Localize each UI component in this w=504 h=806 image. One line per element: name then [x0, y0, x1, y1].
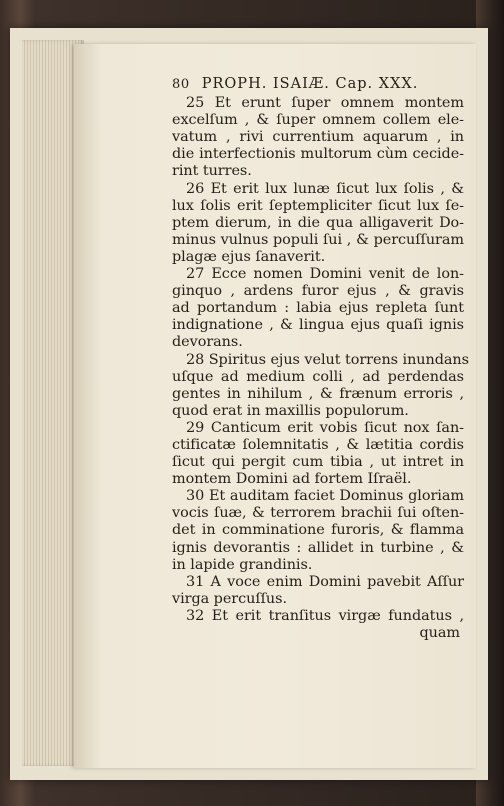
text-line: rint turres. [172, 163, 252, 180]
text-line: gentes in nihilum , & frænum erroris , [172, 385, 464, 402]
verse-start-line: 25 Et erunt ſuper omnem montem [186, 95, 464, 112]
text-line: in lapide grandinis. [172, 556, 313, 573]
text-line: quod erat in maxillis populorum. [172, 402, 409, 419]
text-line: det in comminatione furoris, & flamma [172, 522, 464, 539]
text-line: uſque ad medium colli , ad perdendas [172, 368, 464, 385]
verse-start-line: 32 Et erit tranſitus virgæ fundatus , [186, 607, 464, 624]
verse-start-line: 27 Ecce nomen Domini venit de lon- [186, 266, 464, 283]
text-line: ad portandum : labia ejus repleta ſunt [172, 300, 464, 317]
text-line: virga percuſſus. [172, 590, 287, 607]
verse-lines [172, 95, 469, 625]
verse-start-line: 31 A voce enim Domini pavebit Aſſur [186, 573, 464, 590]
catchword: quam [419, 625, 460, 641]
verse-start-line: 30 Et auditam faciet Dominus gloriam [186, 488, 464, 505]
text-line: vatum , rivi currentium aquarum , in [172, 129, 464, 146]
running-header [172, 76, 464, 93]
text-line: indignatione , & lingua ejus quaſi ignis [172, 317, 464, 334]
text-line: minus vulnus populi ſui , & percuſſuram [172, 231, 464, 248]
text-line: ſicut qui pergit cum tibia , ut intret in [172, 454, 464, 471]
text-line: excelſum , & ſuper omnem collem ele- [172, 112, 464, 129]
verse-start-line: 29 Canticum erit vobis ſicut nox ſan- [186, 419, 464, 436]
text-line: ptem dierum, in die qua alligaverit Do- [172, 214, 464, 231]
text-line: montem Domini ad fortem Iſraël. [172, 471, 412, 488]
verse-start-line: 28 Spiritus ejus velut torrens inundans [186, 351, 469, 368]
running-head: PROPH. ISAIÆ. Cap. XXX. [201, 76, 419, 92]
text-line: devorans. [172, 334, 243, 351]
verse-start-line: 26 Et erit lux lunæ ſicut lux ſolis , & [186, 180, 464, 197]
text-line: plagæ ejus ſanaverit. [172, 248, 326, 265]
text-line: ctificatæ ſolemnitatis , & lætitia cordis [172, 436, 464, 453]
text-line: vocis ſuæ, & terrorem brachii ſui oſten- [172, 505, 464, 522]
text-line: die interfectionis multorum cùm cecide- [172, 146, 464, 163]
text-line: ginquo , ardens furor ejus , & gravis [172, 283, 464, 300]
page-number: 80 [172, 77, 190, 92]
text-line: ignis devorantis : allidet in turbine , & [172, 539, 464, 556]
text-line: lux ſolis erit ſeptempliciter ſicut lux ſe- [172, 197, 464, 214]
page-text [172, 76, 469, 642]
